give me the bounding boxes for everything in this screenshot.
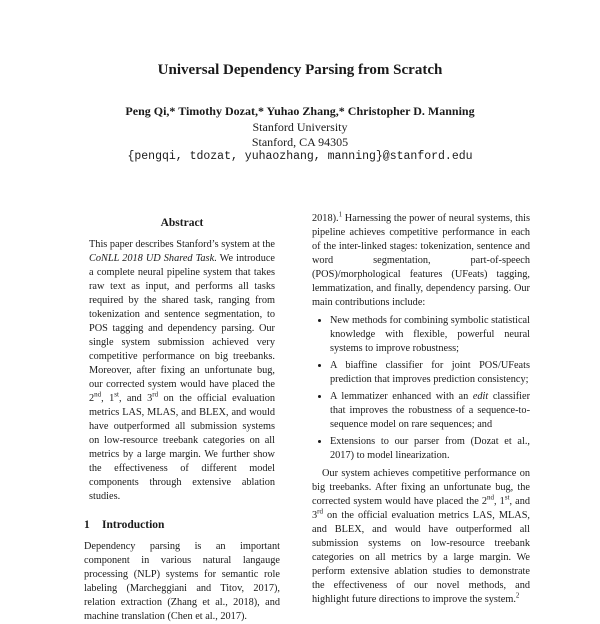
list-item: • A biaffine classifier for joint POS/UFeats prediction that improves prediction consistency; (330, 359, 530, 387)
right-column (312, 212, 530, 607)
footnote-marker: 2 (515, 591, 520, 600)
list-item: • Extensions to our parser from (Dozat et al., 2017) to model linearization. (330, 435, 530, 463)
list-item: • New methods for combining symbolic statistical knowledge with flexible, powerful neural systems to improve robustness; (330, 314, 530, 356)
footnote-marker: 1 (338, 210, 343, 219)
contributions-list (312, 314, 530, 463)
section-heading-introduction: 1 Introduction (84, 519, 165, 531)
paper-title: Universal Dependency Parsing from Scratch (157, 62, 443, 78)
intro-continuation: 2018).$^1$ Harnessing the power of neural systems, this pipeline achieves competitive performance in each of the inter-linked stages: tokenization, sentence and word segmentation, part-of-speech (POS)/morphological features (UFeats) tagging, lemmatization, and finally, dependency parsing. Our main contributions include: (312, 210, 530, 308)
introduction-body: Dependency parsing is an important component in various natural langauge processing (NLP) systems for semantic role labeling (Marcheggiani and Titov, 2017), relation extraction (Zhang et al., 2018), and machine translation (Chen et al., 2017). (84, 541, 280, 622)
abstract-body: This paper describes Stanford’s system at the CoNLL 2018 UD Shared Task. We introduce a complete neural pipeline system that takes raw text as input, and performs all tasks required by the shared task, ranging from tokenization and sentence segmentation, to POS tagging and dependency parsing. Our single system submission achieved very competitive performance on big treebanks. Moreover, after fixing an unfortunate bug, our corrected system would have placed the 2nd, 1st, and 3rd on the official evaluation metrics LAS, MLAS, and BLEX, and would have outperformed all submission systems on low-resource treebank categories on all metrics by a large margin. We further show the effectiveness of different model components through extensive ablation studies. (89, 239, 275, 502)
location: Stanford, CA 94305 (251, 135, 349, 149)
author-list: Peng Qi,* Timothy Dozat,* Yuhao Zhang,* Christopher D. Manning (125, 104, 475, 118)
abstract-heading: Abstract (160, 217, 204, 229)
left-column (84, 216, 280, 624)
shared-task-name: CoNLL 2018 UD Shared Task (89, 253, 215, 264)
results-paragraph: Our system achieves competitive performance on big treebanks. After fixing an unfortunate bug, the corrected system would have placed the 2nd, 1st, and 3rd on the official evaluation metrics LAS, MLAS, and BLEX, and would have outperformed all submission systems on low-resource treebank categories on all metrics by a large margin. We perform extensive ablation studies to demonstrate the effectiveness of our novel methods, and highlight future directions to improve the system.$^2$ (312, 468, 531, 605)
author-emails: {pengqi, tdozat, yuhaozhang, manning}@stanford.edu (127, 150, 473, 163)
list-item: • A lemmatizer enhanced with an edit classifier that improves the robustness of a sequence-to-sequence model on rare sequences; and (330, 390, 530, 432)
affiliation: Stanford University (252, 120, 348, 134)
